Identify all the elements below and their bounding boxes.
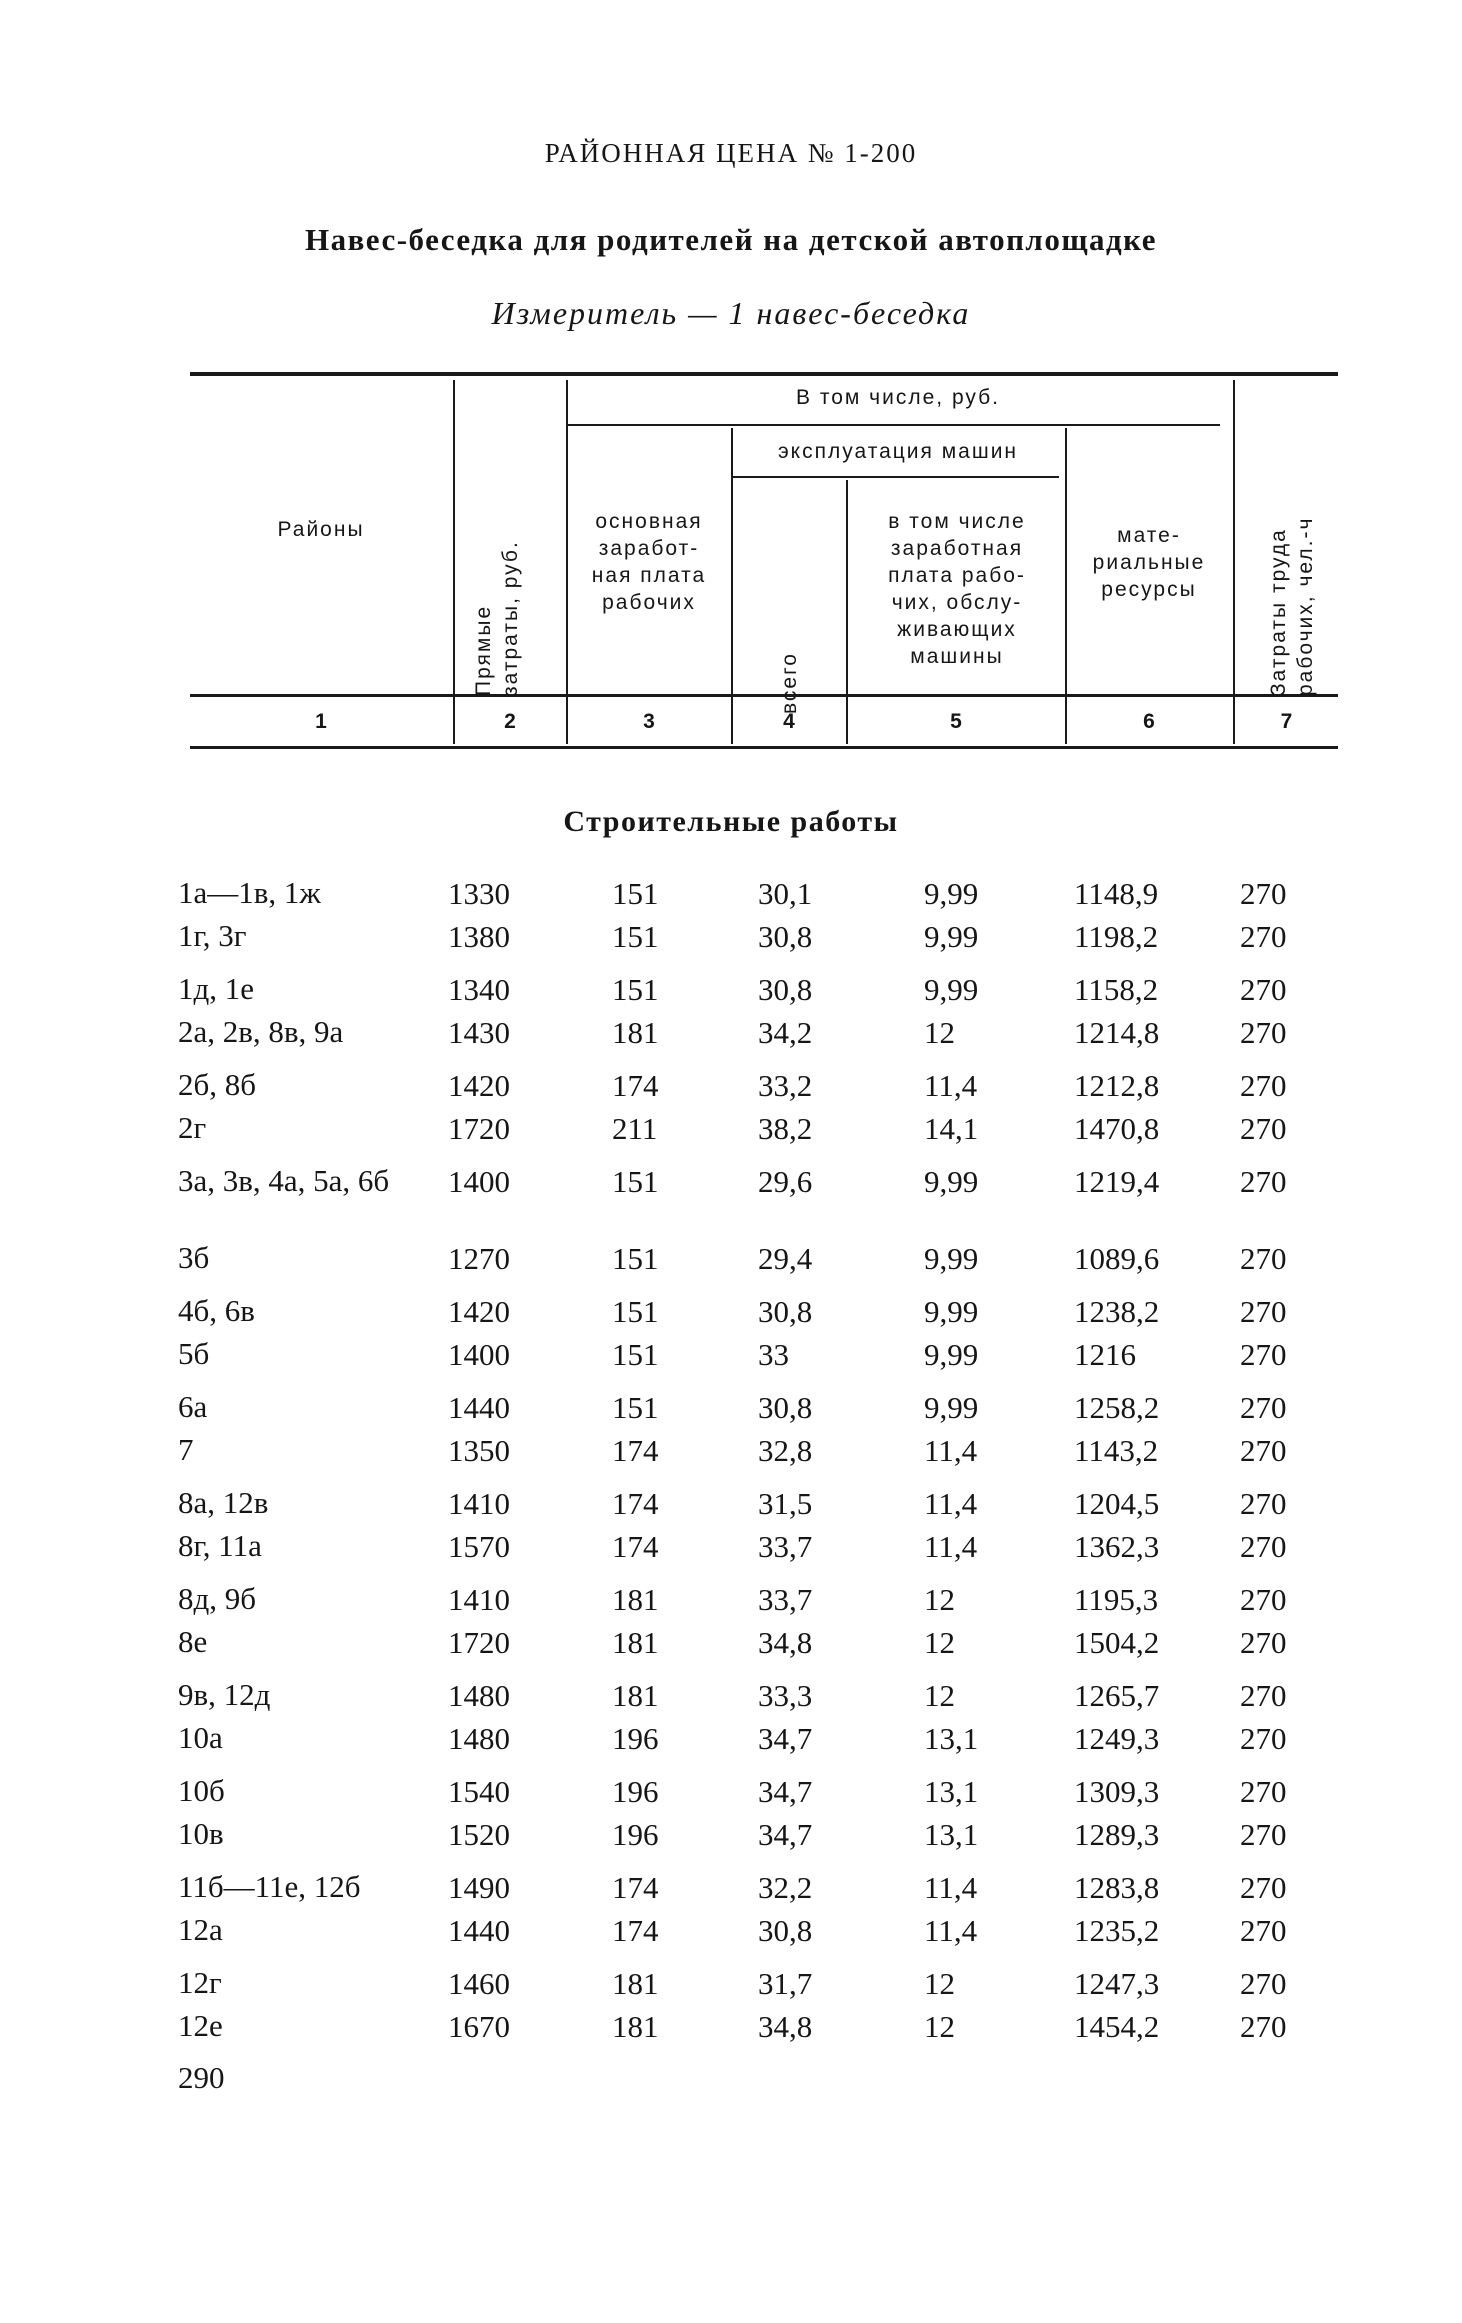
cell-materials: 1212,8 <box>1074 1068 1160 1103</box>
cell-mach-total: 33,7 <box>758 1529 813 1564</box>
cell-mach-total: 30,8 <box>758 1390 813 1425</box>
cell-region: 8е <box>178 1624 208 1659</box>
page-number: 290 <box>178 2060 225 2095</box>
cell-materials: 1289,3 <box>1074 1817 1160 1852</box>
cell-direct: 1480 <box>448 1721 510 1756</box>
cell-direct: 1490 <box>448 1870 510 1905</box>
cell-direct: 1520 <box>448 1817 510 1852</box>
cell-mach-total: 29,4 <box>758 1241 813 1276</box>
cell-wage: 174 <box>612 1529 659 1564</box>
cell-mach-wage: 11,4 <box>924 1870 978 1905</box>
cell-labor: 270 <box>1240 1721 1287 1756</box>
cell-labor: 270 <box>1240 1241 1287 1276</box>
cell-labor: 270 <box>1240 1111 1287 1146</box>
header-regions: Районы <box>277 518 365 541</box>
cell-wage: 174 <box>612 1870 659 1905</box>
cell-mach-total: 30,8 <box>758 1294 813 1329</box>
cell-mach-wage: 12 <box>924 1582 955 1617</box>
cell-wage: 151 <box>612 876 659 911</box>
cell-labor: 270 <box>1240 1913 1287 1948</box>
divider-3 <box>1233 380 1235 744</box>
measure-unit: Измеритель — 1 навес-беседка <box>491 295 971 331</box>
cell-mach-total: 29,6 <box>758 1164 813 1199</box>
cell-mach-wage: 9,99 <box>924 1337 979 1372</box>
cell-mach-wage: 11,4 <box>924 1433 978 1468</box>
cell-materials: 1309,3 <box>1074 1774 1160 1809</box>
cell-mach-total: 32,2 <box>758 1870 813 1905</box>
cell-mach-wage: 9,99 <box>924 876 979 911</box>
cell-materials: 1204,5 <box>1074 1486 1160 1521</box>
cell-mach-total: 30,1 <box>758 876 813 911</box>
cell-materials: 1249,3 <box>1074 1721 1160 1756</box>
cell-direct: 1480 <box>448 1678 510 1713</box>
cell-region: 12е <box>178 2008 223 2043</box>
cell-labor: 270 <box>1240 1486 1287 1521</box>
cell-materials: 1470,8 <box>1074 1111 1160 1146</box>
cell-labor: 270 <box>1240 1678 1287 1713</box>
cell-direct: 1400 <box>448 1164 510 1199</box>
header-machine-operation: эксплуатация машин <box>777 440 1019 463</box>
cell-materials: 1198,2 <box>1074 919 1159 954</box>
cell-region: 1г, 3г <box>178 918 247 953</box>
cell-mach-wage: 12 <box>924 2009 955 2044</box>
cell-labor: 270 <box>1240 1164 1287 1199</box>
cell-labor: 270 <box>1240 1582 1287 1617</box>
cell-direct: 1350 <box>448 1433 510 1468</box>
cell-materials: 1247,3 <box>1074 1966 1160 2001</box>
cell-labor: 270 <box>1240 1966 1287 2001</box>
header-materials: мате- риальные ресурсы <box>1092 524 1206 601</box>
cell-direct: 1440 <box>448 1913 510 1948</box>
cell-wage: 196 <box>612 1817 659 1852</box>
including-rule <box>568 424 1220 426</box>
cell-wage: 151 <box>612 919 659 954</box>
cell-wage: 151 <box>612 972 659 1007</box>
cell-materials: 1089,6 <box>1074 1241 1160 1276</box>
cell-region: 10а <box>178 1720 223 1755</box>
cell-region: 12г <box>178 1965 222 2000</box>
column-number-2: 2 <box>504 710 516 733</box>
cell-direct: 1670 <box>448 2009 510 2044</box>
cell-direct: 1420 <box>448 1294 510 1329</box>
cell-wage: 174 <box>612 1913 659 1948</box>
cell-labor: 270 <box>1240 1529 1287 1564</box>
cell-mach-total: 33 <box>758 1337 789 1372</box>
cell-wage: 151 <box>612 1337 659 1372</box>
cell-wage: 151 <box>612 1390 659 1425</box>
cell-mach-wage: 12 <box>924 1015 955 1050</box>
cell-mach-wage: 11,4 <box>924 1529 978 1564</box>
cell-labor: 270 <box>1240 2009 1287 2044</box>
cell-direct: 1570 <box>448 1529 510 1564</box>
cell-direct: 1440 <box>448 1390 510 1425</box>
cell-region: 2г <box>178 1110 207 1145</box>
cell-wage: 181 <box>612 1678 659 1713</box>
cell-mach-wage: 11,4 <box>924 1486 978 1521</box>
number-row-rule <box>190 746 1338 749</box>
cell-region: 11б—11е, 12б <box>178 1869 361 1904</box>
cell-mach-wage: 11,4 <box>924 1913 978 1948</box>
cell-mach-wage: 9,99 <box>924 972 979 1007</box>
cell-wage: 174 <box>612 1068 659 1103</box>
divider-5 <box>846 480 848 744</box>
header-including: В том числе, руб. <box>796 386 1000 409</box>
cell-mach-total: 34,7 <box>758 1721 813 1756</box>
column-number-5: 5 <box>950 710 962 733</box>
cell-direct: 1400 <box>448 1337 510 1372</box>
header-labor: Затраты труда рабочих, чел.-ч <box>1267 516 1317 696</box>
cell-mach-total: 34,2 <box>758 1015 813 1050</box>
cell-labor: 270 <box>1240 1774 1287 1809</box>
cell-mach-total: 30,8 <box>758 972 813 1007</box>
cell-region: 8а, 12в <box>178 1485 269 1520</box>
cell-materials: 1265,7 <box>1074 1678 1160 1713</box>
cell-materials: 1195,3 <box>1074 1582 1159 1617</box>
cell-mach-wage: 9,99 <box>924 1390 979 1425</box>
cell-labor: 270 <box>1240 1015 1287 1050</box>
cell-region: 10в <box>178 1816 224 1851</box>
header-base-wage: основная заработ- ная плата рабочих <box>591 510 707 614</box>
cell-region: 9в, 12д <box>178 1677 271 1712</box>
cell-mach-total: 34,8 <box>758 1625 813 1660</box>
cell-mach-total: 33,7 <box>758 1582 813 1617</box>
cell-region: 1а—1в, 1ж <box>178 875 321 910</box>
cell-labor: 270 <box>1240 1068 1287 1103</box>
cell-labor: 270 <box>1240 972 1287 1007</box>
cell-mach-wage: 9,99 <box>924 1294 979 1329</box>
cell-direct: 1540 <box>448 1774 510 1809</box>
cell-mach-total: 38,2 <box>758 1111 813 1146</box>
cell-mach-total: 33,2 <box>758 1068 813 1103</box>
cell-wage: 151 <box>612 1241 659 1276</box>
cell-region: 3б <box>178 1240 210 1275</box>
cell-mach-total: 34,7 <box>758 1817 813 1852</box>
cell-materials: 1143,2 <box>1074 1433 1159 1468</box>
divider-1 <box>453 380 455 744</box>
cell-direct: 1340 <box>448 972 510 1007</box>
cell-direct: 1330 <box>448 876 510 911</box>
page-title: Навес-беседка для родителей на детской автоплощадке <box>304 222 1158 257</box>
cell-mach-total: 30,8 <box>758 919 813 954</box>
cell-mach-wage: 9,99 <box>924 919 979 954</box>
cell-labor: 270 <box>1240 919 1287 954</box>
header-direct-costs: Прямые затраты, руб. <box>472 540 522 696</box>
cell-region: 7 <box>178 1432 194 1467</box>
cell-mach-total: 30,8 <box>758 1913 813 1948</box>
cell-materials: 1283,8 <box>1074 1870 1160 1905</box>
cell-materials: 1454,2 <box>1074 2009 1160 2044</box>
cell-labor: 270 <box>1240 1870 1287 1905</box>
cell-region: 2а, 2в, 8в, 9а <box>178 1014 344 1049</box>
header-bottom-rule <box>190 694 1338 697</box>
column-number-3: 3 <box>643 710 655 733</box>
cell-region: 8г, 11а <box>178 1528 262 1563</box>
column-number-1: 1 <box>315 710 327 733</box>
cell-materials: 1158,2 <box>1074 972 1159 1007</box>
cell-wage: 211 <box>612 1111 658 1146</box>
cell-region: 5б <box>178 1336 210 1371</box>
column-number-4: 4 <box>783 710 795 733</box>
section-title: Строительные работы <box>563 805 899 838</box>
top-rule <box>190 372 1338 376</box>
cell-wage: 174 <box>612 1433 659 1468</box>
cell-materials: 1258,2 <box>1074 1390 1160 1425</box>
cell-mach-wage: 12 <box>924 1678 955 1713</box>
cell-region: 10б <box>178 1773 225 1808</box>
cell-mach-total: 31,7 <box>758 1966 813 2001</box>
header-machine-total: всего <box>778 652 801 714</box>
cell-materials: 1219,4 <box>1074 1164 1160 1199</box>
cell-direct: 1410 <box>448 1582 510 1617</box>
cell-direct: 1720 <box>448 1111 510 1146</box>
cell-wage: 151 <box>612 1164 659 1199</box>
header-machine-wage: в том числе заработная плата рабо- чих, обслу- живающих машины <box>888 510 1026 668</box>
cell-labor: 270 <box>1240 1817 1287 1852</box>
cell-region: 3а, 3в, 4а, 5а, 6б <box>178 1163 390 1198</box>
machines-rule <box>733 476 1059 478</box>
cell-materials: 1238,2 <box>1074 1294 1160 1329</box>
cell-mach-wage: 14,1 <box>924 1111 979 1146</box>
cell-direct: 1720 <box>448 1625 510 1660</box>
cell-mach-wage: 11,4 <box>924 1068 978 1103</box>
cell-labor: 270 <box>1240 1390 1287 1425</box>
cell-materials: 1362,3 <box>1074 1529 1160 1564</box>
cell-mach-total: 31,5 <box>758 1486 813 1521</box>
cell-wage: 181 <box>612 1582 659 1617</box>
cell-mach-wage: 13,1 <box>924 1721 979 1756</box>
cell-materials: 1148,9 <box>1074 876 1159 911</box>
cell-materials: 1214,8 <box>1074 1015 1160 1050</box>
cell-region: 4б, 6в <box>178 1293 255 1328</box>
cell-direct: 1410 <box>448 1486 510 1521</box>
cell-mach-wage: 13,1 <box>924 1774 979 1809</box>
cell-mach-total: 33,3 <box>758 1678 813 1713</box>
cell-mach-wage: 13,1 <box>924 1817 979 1852</box>
cell-wage: 181 <box>612 1966 659 2001</box>
cell-mach-wage: 9,99 <box>924 1164 979 1199</box>
page-heading: РАЙОННАЯ ЦЕНА № 1-200 <box>544 138 918 168</box>
cell-labor: 270 <box>1240 1337 1287 1372</box>
cell-wage: 151 <box>612 1294 659 1329</box>
cell-region: 2б, 8б <box>178 1067 257 1102</box>
cell-region: 1д, 1е <box>178 971 255 1006</box>
cell-mach-wage: 12 <box>924 1625 955 1660</box>
cell-mach-total: 34,8 <box>758 2009 813 2044</box>
cell-labor: 270 <box>1240 1433 1287 1468</box>
cell-wage: 196 <box>612 1721 659 1756</box>
cell-wage: 181 <box>612 1015 659 1050</box>
cell-direct: 1380 <box>448 919 510 954</box>
cell-materials: 1504,2 <box>1074 1625 1160 1660</box>
cell-direct: 1270 <box>448 1241 510 1276</box>
cell-mach-total: 34,7 <box>758 1774 813 1809</box>
cell-wage: 196 <box>612 1774 659 1809</box>
cell-labor: 270 <box>1240 876 1287 911</box>
cell-region: 8д, 9б <box>178 1581 257 1616</box>
cell-mach-total: 32,8 <box>758 1433 813 1468</box>
cell-direct: 1460 <box>448 1966 510 2001</box>
column-number-6: 6 <box>1143 710 1155 733</box>
cell-labor: 270 <box>1240 1294 1287 1329</box>
cell-mach-wage: 12 <box>924 1966 955 2001</box>
cell-materials: 1216 <box>1074 1337 1136 1372</box>
cell-region: 12а <box>178 1912 223 1947</box>
cell-direct: 1430 <box>448 1015 510 1050</box>
cell-wage: 174 <box>612 1486 659 1521</box>
cell-region: 6а <box>178 1389 208 1424</box>
cell-materials: 1235,2 <box>1074 1913 1160 1948</box>
cell-wage: 181 <box>612 2009 659 2044</box>
cell-wage: 181 <box>612 1625 659 1660</box>
cell-labor: 270 <box>1240 1625 1287 1660</box>
column-number-7: 7 <box>1280 710 1293 733</box>
cell-direct: 1420 <box>448 1068 510 1103</box>
cell-mach-wage: 9,99 <box>924 1241 979 1276</box>
